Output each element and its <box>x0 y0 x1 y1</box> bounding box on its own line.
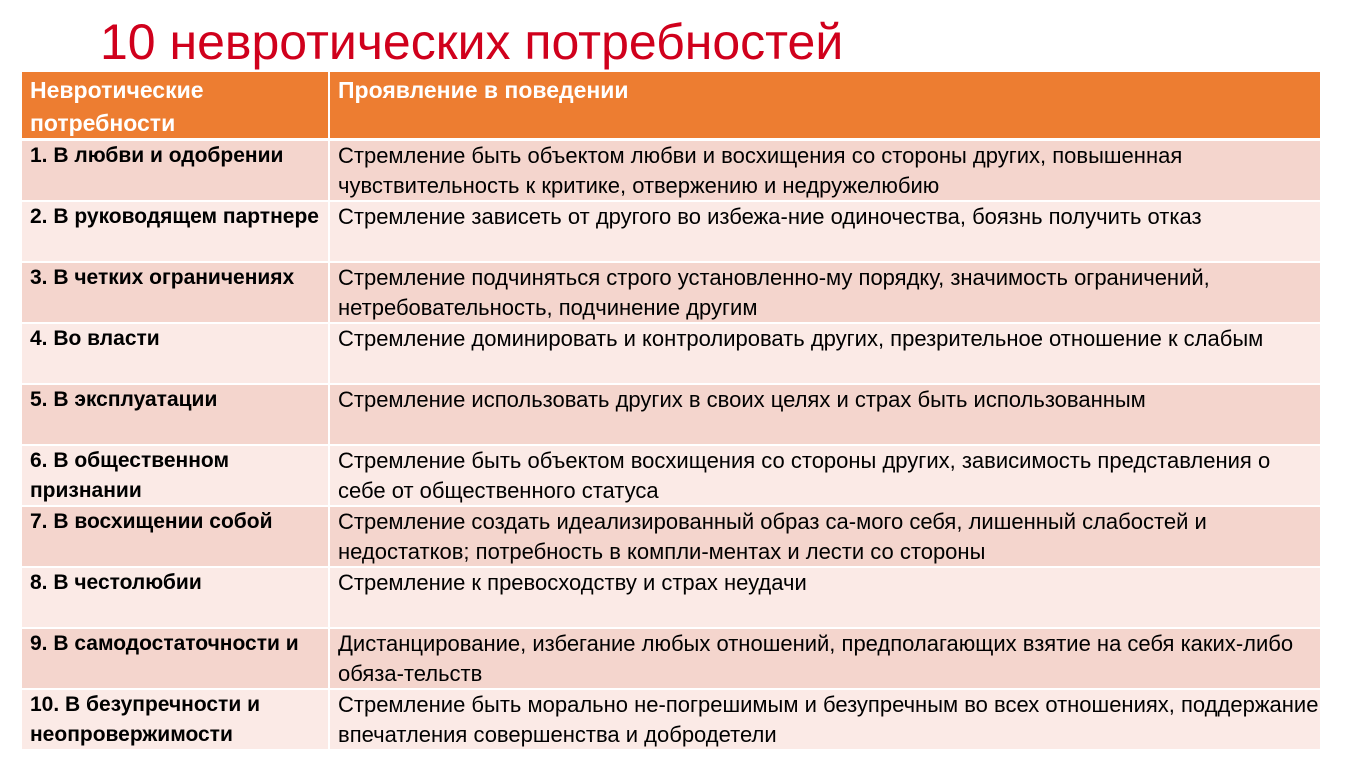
need-cell: 4. Во власти <box>22 324 330 383</box>
table-row <box>22 263 1320 324</box>
slide-title: 10 невротических потребностей <box>100 14 844 70</box>
need-cell: 7. В восхищении собой <box>22 507 330 566</box>
need-cell: 8. В честолюбии <box>22 568 330 627</box>
table-row <box>22 141 1320 202</box>
table-row <box>22 385 1320 446</box>
behavior-cell: Стремление зависеть от другого во избежа-ние одиночества, боязнь получить отказ <box>338 204 1202 229</box>
behavior-cell: Стремление к превосходству и страх неудачи <box>338 570 807 595</box>
need-cell: 2. В руководящем партнере <box>22 202 330 261</box>
behavior-cell: Стремление создать идеализированный образ са-мого себя, лишенный слабостей и недостатков; потребность в компли-ментах и лести со стороны <box>338 509 1207 564</box>
behavior-cell: Дистанцирование, избегание любых отношений, предполагающих взятие на себя каких-либо обяза-тельств <box>338 631 1294 686</box>
header-behavior: Проявление в поведении <box>338 77 629 103</box>
table-row <box>22 324 1320 385</box>
table-row <box>22 202 1320 263</box>
need-cell: 3. В четких ограничениях <box>22 263 330 322</box>
behavior-cell: Стремление доминировать и контролировать других, презрительное отношение к слабым <box>338 326 1264 351</box>
behavior-cell: Стремление быть морально не-погрешимым и безупречным во всех отношениях, поддержание впечатления совершенства и добродетели <box>338 692 1319 747</box>
behavior-cell: Стремление быть объектом восхищения со стороны других, зависимость представления о себе от общественного статуса <box>338 448 1271 503</box>
needs-table <box>22 72 1320 751</box>
need-cell: 10. В безупречности и неопровержимости <box>22 690 330 749</box>
table-row <box>22 446 1320 507</box>
behavior-cell: Стремление использовать других в своих целях и страх быть использованным <box>338 387 1146 412</box>
header-needs: Невротические потребности <box>22 72 330 138</box>
behavior-cell: Стремление быть объектом любви и восхищения со стороны других, повышенная чувствительность к критике, отвержению и недружелюбию <box>338 143 1183 198</box>
table-header <box>22 72 1320 141</box>
table-row <box>22 629 1320 690</box>
need-cell: 6. В общественном признании <box>22 446 330 505</box>
table-row <box>22 507 1320 568</box>
need-cell: 9. В самодостаточности и <box>22 629 330 688</box>
table-row <box>22 690 1320 751</box>
behavior-cell: Стремление подчиняться строго установленно-му порядку, значимость ограничений, нетребовательность, подчинение другим <box>338 265 1210 320</box>
need-cell: 1. В любви и одобрении <box>22 141 330 200</box>
need-cell: 5. В эксплуатации <box>22 385 330 444</box>
table-row <box>22 568 1320 629</box>
